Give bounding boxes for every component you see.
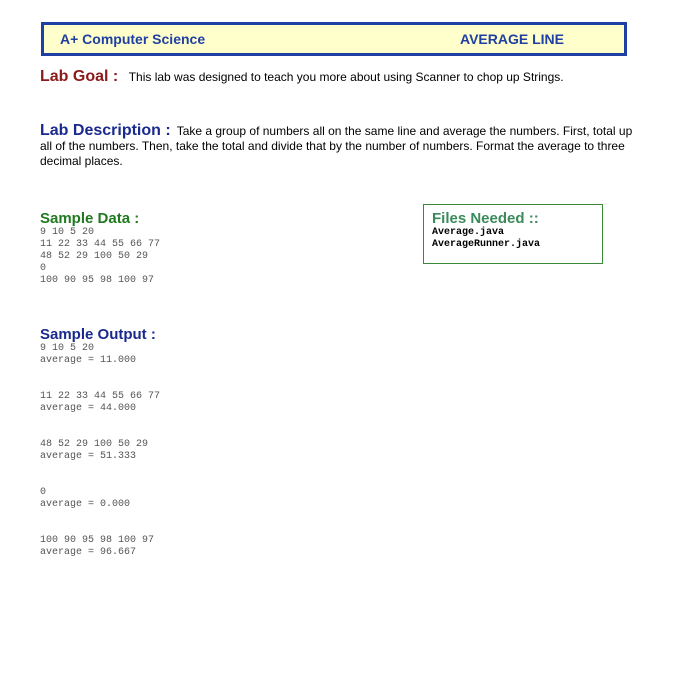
lab-goal-label: Lab Goal :: [40, 68, 119, 85]
sample-data-line: 100 90 95 98 100 97: [40, 275, 155, 286]
files-needed-title: Files Needed ::: [432, 210, 539, 227]
output-group: [40, 487, 160, 511]
output-input-line: 48 52 29 100 50 29: [40, 439, 149, 450]
sample-data-line: 9 10 5 20: [40, 227, 95, 238]
output-result-line: average = 44.000: [40, 403, 137, 414]
output-result-line: average = 96.667: [40, 547, 137, 558]
output-input-line: 11 22 33 44 55 66 77: [40, 391, 161, 402]
sample-data-section: [40, 210, 160, 287]
sample-data-title: Sample Data :: [40, 210, 140, 227]
lab-title: AVERAGE LINE: [460, 31, 564, 47]
sample-output-section: [40, 326, 160, 583]
sample-data-line: 11 22 33 44 55 66 77: [40, 239, 161, 250]
sample-data-line: 0: [40, 263, 47, 274]
lab-goal: [40, 68, 564, 86]
output-group: [40, 343, 160, 367]
file-name: AverageRunner.java: [432, 239, 541, 250]
output-result-line: average = 11.000: [40, 355, 137, 366]
sample-data-line: 48 52 29 100 50 29: [40, 251, 149, 262]
output-input-line: 100 90 95 98 100 97: [40, 535, 155, 546]
output-result-line: average = 51.333: [40, 451, 137, 462]
file-name: Average.java: [432, 227, 505, 238]
sample-output-title: Sample Output :: [40, 326, 156, 343]
lab-goal-text: This lab was designed to teach you more about using Scanner to chop up Strings.: [128, 70, 564, 84]
output-input-line: 9 10 5 20: [40, 343, 95, 354]
output-group: [40, 439, 160, 463]
lab-description-label: Lab Description :: [40, 122, 171, 139]
lab-description-text: Take a group of numbers all on the same line and average the numbers. First, total up all of the numbers. Then, take the total and divide that by the number of numbers. Format the average to three decimal places.: [40, 124, 633, 168]
header-banner: [41, 22, 627, 56]
output-group: [40, 391, 160, 415]
output-group: [40, 535, 160, 559]
lab-description: [40, 123, 635, 169]
files-needed-box: [423, 204, 603, 264]
output-result-line: average = 0.000: [40, 499, 131, 510]
course-title: A+ Computer Science: [60, 31, 206, 47]
output-input-line: 0: [40, 487, 47, 498]
